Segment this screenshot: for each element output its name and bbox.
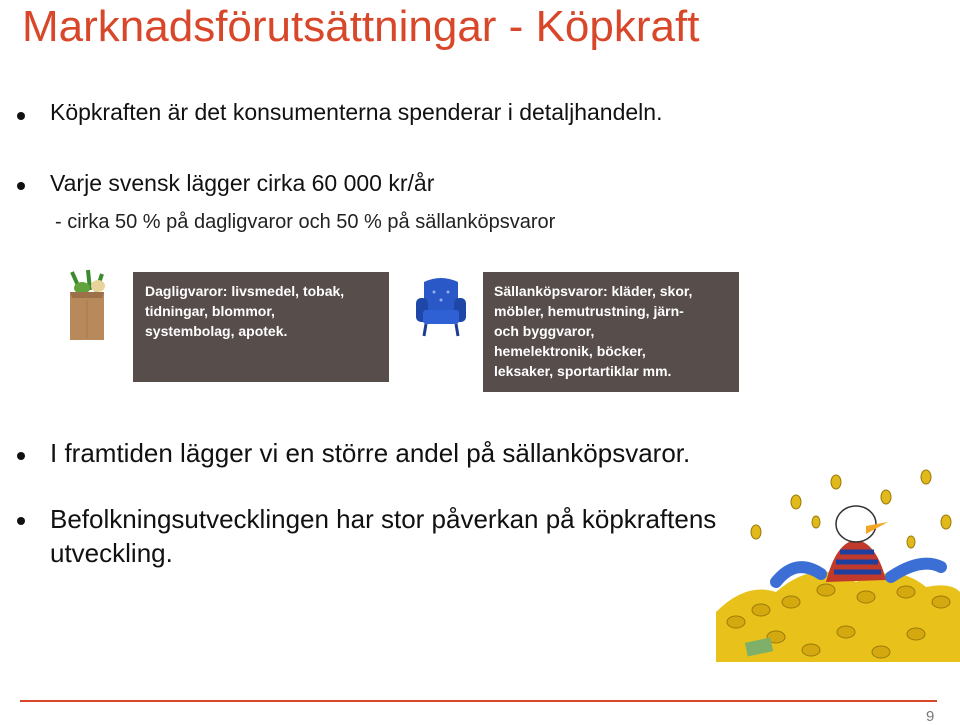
daily-goods-line: systembolag, apotek. [145,323,288,339]
armchair-icon [414,276,468,338]
durable-goods-line: leksaker, sportartiklar mm. [494,363,672,379]
slide-title: Marknadsförutsättningar - Köpkraft [22,2,700,51]
grocery-bag-icon [62,268,112,342]
bullet-2-sub: - cirka 50 % på dagligvaror och 50 % på sällanköpsvaror [55,211,556,233]
bullet-dot [17,112,25,120]
daily-goods-line: tidningar, blommor, [145,303,275,319]
durable-goods-line: Sällanköpsvaror: kläder, skor, [494,283,693,299]
daily-goods-line: Dagligvaror: livsmedel, tobak, [145,283,345,299]
bullet-dot [17,452,25,460]
bullet-1: Köpkraften är det konsumenterna spenderar i detaljhandeln. [50,99,663,125]
durable-goods-line: och byggvaror, [494,323,595,339]
bullet-dot [17,517,25,525]
bullet-4-line-1: Befolkningsutvecklingen har stor påverkan på köpkraftens [50,504,717,534]
durable-goods-box [483,272,739,392]
bullet-3: I framtiden lägger vi en större andel på sällanköpsvaror. [50,438,691,468]
daily-goods-box [133,272,389,382]
bullet-2: Varje svensk lägger cirka 60 000 kr/år [50,170,435,196]
durable-goods-line: möbler, hemutrustning, järn- [494,303,684,319]
durable-goods-line: hemelektronik, böcker, [494,343,646,359]
page-number: 9 [926,708,935,725]
money-pile-illustration [716,462,960,662]
bullet-dot [17,182,25,190]
footer-divider [20,700,937,702]
bullet-4-line-2: utveckling. [50,538,173,568]
